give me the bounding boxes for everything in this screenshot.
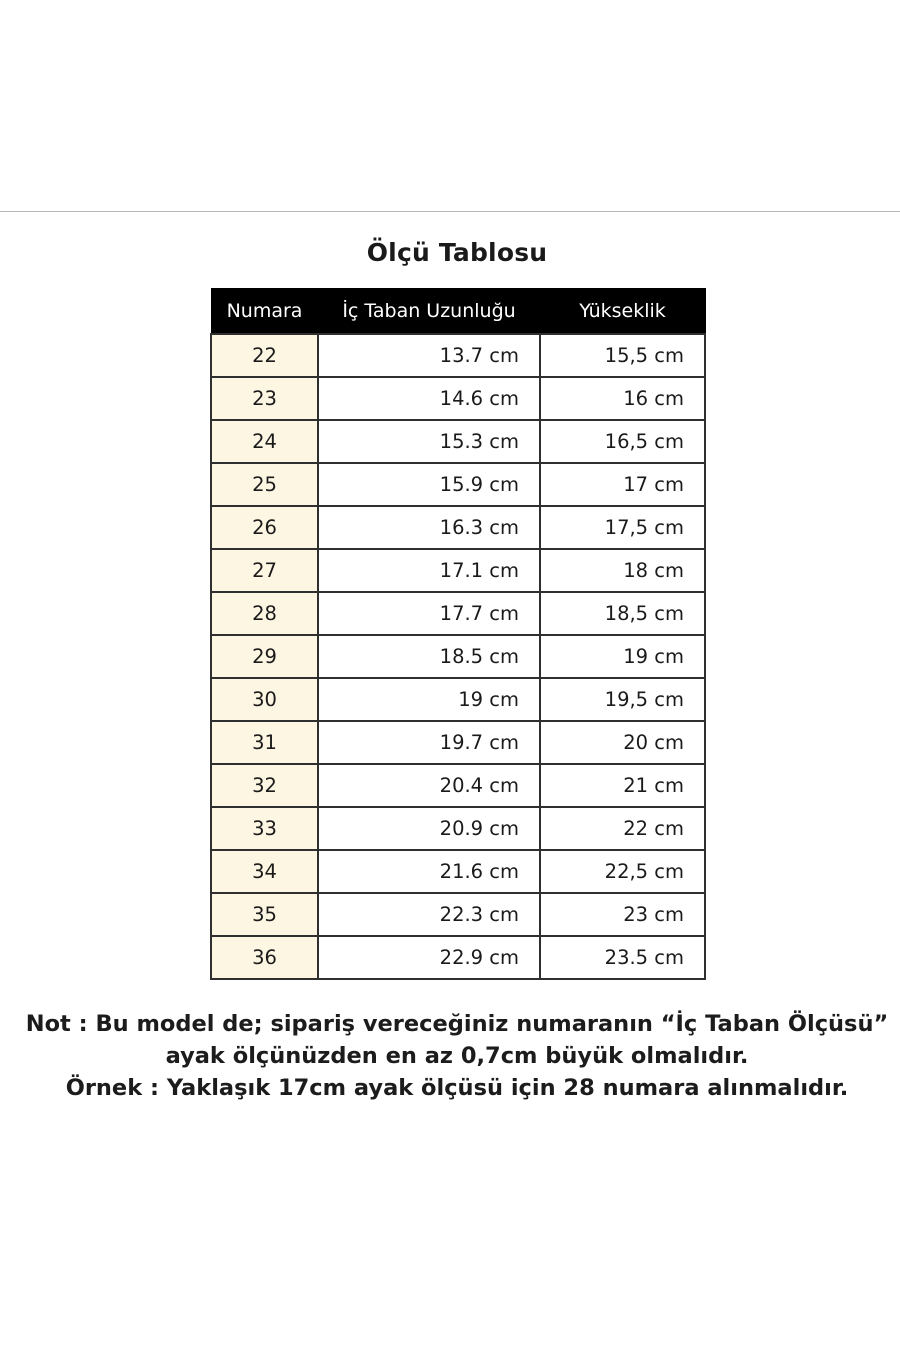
yukseklik-cell: 18 cm — [540, 549, 705, 592]
numara-cell: 29 — [211, 635, 318, 678]
yukseklik-cell: 21 cm — [540, 764, 705, 807]
header-ic-taban-uzunlugu: İç Taban Uzunluğu — [318, 289, 540, 335]
yukseklik-cell: 17,5 cm — [540, 506, 705, 549]
yukseklik-cell: 20 cm — [540, 721, 705, 764]
yukseklik-cell: 18,5 cm — [540, 592, 705, 635]
table-row — [211, 377, 705, 420]
ic-taban-cell: 17.7 cm — [318, 592, 540, 635]
numara-cell: 35 — [211, 893, 318, 936]
table-row — [211, 936, 705, 979]
numara-cell: 31 — [211, 721, 318, 764]
ic-taban-cell: 19 cm — [318, 678, 540, 721]
yukseklik-cell: 22,5 cm — [540, 850, 705, 893]
yukseklik-cell: 15,5 cm — [540, 334, 705, 377]
numara-cell: 27 — [211, 549, 318, 592]
ic-taban-cell: 13.7 cm — [318, 334, 540, 377]
table-row — [211, 893, 705, 936]
ic-taban-cell: 15.3 cm — [318, 420, 540, 463]
header-yukseklik: Yükseklik — [540, 289, 705, 335]
numara-cell: 34 — [211, 850, 318, 893]
ic-taban-cell: 21.6 cm — [318, 850, 540, 893]
numara-cell: 28 — [211, 592, 318, 635]
ic-taban-cell: 17.1 cm — [318, 549, 540, 592]
table-header-row — [211, 289, 705, 335]
table-row — [211, 463, 705, 506]
note-line-2: ayak ölçünüzden en az 0,7cm büyük olmalıdır. — [165, 1043, 749, 1069]
table-row — [211, 334, 705, 377]
table-body — [211, 334, 705, 979]
yukseklik-cell: 23 cm — [540, 893, 705, 936]
table-row — [211, 506, 705, 549]
note-line-1: Not : Bu model de; sipariş vereceğiniz numaranın “İç Taban Ölçüsü” — [25, 1011, 889, 1037]
numara-cell: 36 — [211, 936, 318, 979]
ic-taban-cell: 20.4 cm — [318, 764, 540, 807]
numara-cell: 24 — [211, 420, 318, 463]
numara-cell: 25 — [211, 463, 318, 506]
yukseklik-cell: 22 cm — [540, 807, 705, 850]
ic-taban-cell: 19.7 cm — [318, 721, 540, 764]
header-numara: Numara — [211, 289, 318, 335]
ic-taban-cell: 22.9 cm — [318, 936, 540, 979]
table-row — [211, 420, 705, 463]
size-chart-title: Ölçü Tablosu — [366, 238, 548, 267]
ic-taban-cell: 22.3 cm — [318, 893, 540, 936]
numara-cell: 33 — [211, 807, 318, 850]
numara-cell: 30 — [211, 678, 318, 721]
note-text — [0, 1008, 900, 1104]
ic-taban-cell: 18.5 cm — [318, 635, 540, 678]
table-row — [211, 592, 705, 635]
table-row — [211, 721, 705, 764]
table-row — [211, 635, 705, 678]
note-line-3: Örnek : Yaklaşık 17cm ayak ölçüsü için 28 numara alınmalıdır. — [65, 1075, 849, 1101]
ic-taban-cell: 14.6 cm — [318, 377, 540, 420]
numara-cell: 22 — [211, 334, 318, 377]
ic-taban-cell: 16.3 cm — [318, 506, 540, 549]
yukseklik-cell: 23.5 cm — [540, 936, 705, 979]
numara-cell: 32 — [211, 764, 318, 807]
yukseklik-cell: 17 cm — [540, 463, 705, 506]
yukseklik-cell: 16,5 cm — [540, 420, 705, 463]
yukseklik-cell: 16 cm — [540, 377, 705, 420]
yukseklik-cell: 19 cm — [540, 635, 705, 678]
ic-taban-cell: 15.9 cm — [318, 463, 540, 506]
table-row — [211, 850, 705, 893]
yukseklik-cell: 19,5 cm — [540, 678, 705, 721]
numara-cell: 26 — [211, 506, 318, 549]
ic-taban-cell: 20.9 cm — [318, 807, 540, 850]
table-row — [211, 678, 705, 721]
numara-cell: 23 — [211, 377, 318, 420]
size-chart-table — [210, 288, 706, 980]
table-row — [211, 764, 705, 807]
table-row — [211, 807, 705, 850]
top-divider — [0, 211, 900, 212]
table-row — [211, 549, 705, 592]
